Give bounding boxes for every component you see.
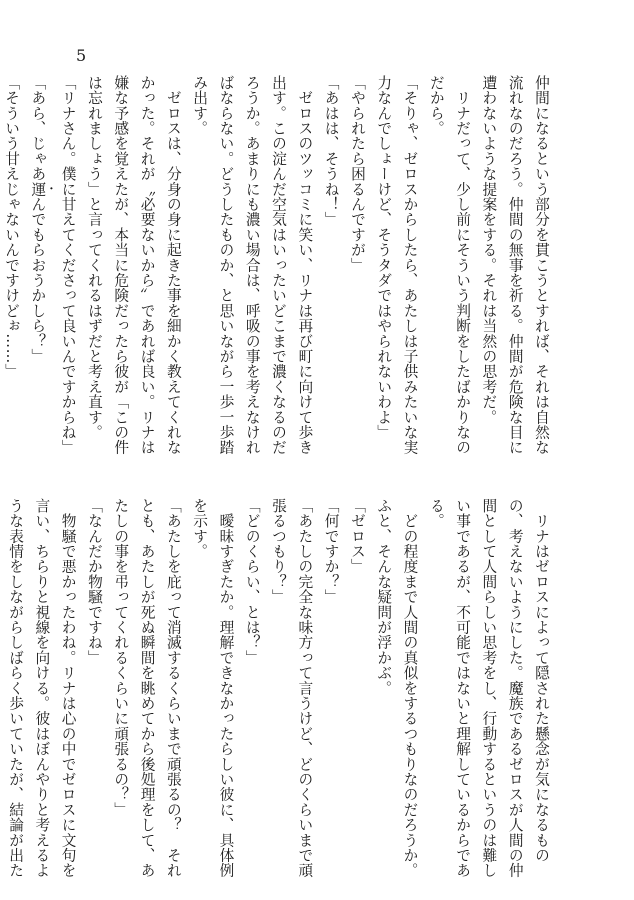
text-line: 出す。この淀んだ空気はいったいどこまで濃くなるのだ <box>270 75 288 455</box>
text-line: は忘れましょう」と言ってくれるはずだと考え直す。 <box>85 75 103 440</box>
text-line: 力なんでしょーけど、そうタダではやられないわよ」 <box>375 75 393 440</box>
text-line: 間として人間らしい思考をし、行動するというのは難し <box>480 498 498 878</box>
text-line: 「そういう甘えじゃないんですけどぉ……」 <box>3 75 21 379</box>
text-line: を示す。 <box>191 498 209 559</box>
text-line: うな表情をしながらしばらく歩いていたが、結論が出た <box>7 498 25 878</box>
text-line: ばならない。どうしたものか、と思いながら一歩一歩踏 <box>217 75 235 455</box>
text-line: い事であるが、不可能ではないと理解しているからであ <box>454 498 472 878</box>
text-line: 嫌な予感を覚えたが、本当に危険だったら彼が「この件 <box>112 75 130 455</box>
text-line: ゼロスは、分身の身に起きた事を細かく教えてくれな <box>164 75 182 455</box>
text-line: 「あたしの完全な味方って言うけど、どのくらいまで頑 <box>296 498 314 878</box>
text-line: 「どのくらい、とは？」 <box>243 498 261 666</box>
page-number: 5 <box>76 46 87 65</box>
text-line: ふと、そんな疑問が浮かぶ。 <box>375 498 393 696</box>
text-line: 「やられたら困るんですが」 <box>348 75 366 273</box>
text-line: 「あたしを庇って消滅するくらいまで頑張るの？ それ <box>164 498 182 878</box>
text-line: かった。それが〝必要ないから〟であれば良い。リナは <box>138 75 156 455</box>
text-line: 流れなのだろう。仲間の無事を祈る。仲間が危険な目に <box>506 75 524 455</box>
text-line: 遭わないような提案をする。それは当然の思考だ。 <box>480 75 498 425</box>
text-line: 物騒で悪かったわね。リナは心の中でゼロスに文句を <box>59 498 77 878</box>
text-line: たしの事を弔ってくれるくらいに頑張るの？」 <box>112 498 130 818</box>
text-line: ゼロスのツッコミに笑い、リナは再び町に向けて歩き <box>296 75 314 455</box>
text-line: 曖昧すぎたか。理解できなかったらしい彼に、具体例 <box>217 498 235 878</box>
text-line: る。 <box>427 498 445 529</box>
text-line: の、考えないようにした。魔族であるゼロスが人間の仲 <box>506 498 524 878</box>
text-line: どの程度まで人間の真似をするつもりなのだろうか。 <box>401 498 419 878</box>
text-line: とも、あたしが死ぬ瞬間を眺めてから後処理をして、あ <box>138 498 156 878</box>
text-line: リナはゼロスによって隠された懸念が気になるもの <box>533 498 550 863</box>
text-line: 「あら、じゃあ運んでもらおうかしら？」 <box>29 75 47 364</box>
text-line: 「なんだか物騒ですね」 <box>85 498 103 666</box>
text-line: み出す。 <box>191 75 209 136</box>
text-line: 張るつもり？」 <box>270 498 288 605</box>
text-line: 「リナさん。僕に甘えてくださって良いんですからね」 <box>59 75 77 455</box>
text-line: 「あはは、そうね！」 <box>322 75 340 227</box>
text-line: ろうか。あまりにも濃い場合は、呼吸の事を考えなけれ <box>243 75 261 455</box>
text-column-bottom <box>2 498 554 878</box>
text-line: 「ゼロス」 <box>348 498 366 574</box>
text-line: リナだって、少し前にそういう判断をしたばかりなの <box>454 75 472 455</box>
text-line: 仲間になるという部分を貫こうとすれば、それは自然な <box>533 75 550 455</box>
text-line: 「そりゃ、ゼロスからしたら、あたしは子供みたいな実 <box>401 75 419 455</box>
text-line: 「何ですか？」 <box>322 498 340 605</box>
text-line: だから。 <box>427 75 445 136</box>
text-line: 言い、ちらりと視線を向ける。彼はぼんやりと考えるよ <box>33 498 51 878</box>
text-column-top <box>0 75 554 455</box>
